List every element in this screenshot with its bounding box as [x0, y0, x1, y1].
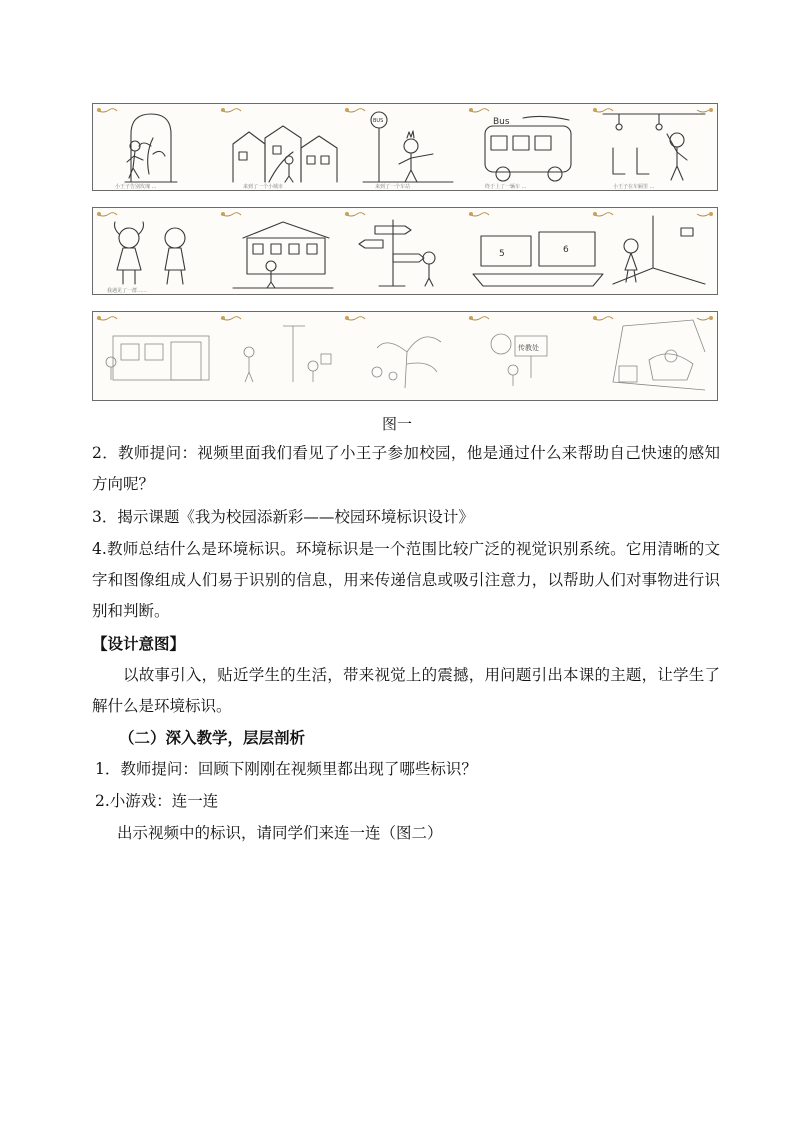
strip-1-drawing	[93, 104, 717, 190]
paragraph-topic-reveal: 3．揭示课题《我为校园添新彩——校园环境标识设计》	[92, 508, 474, 526]
svg-text:终于上了一辆车 …: 终于上了一辆车 …	[485, 184, 527, 190]
svg-text:小王子在车厢里 …: 小王子在车厢里 …	[613, 184, 655, 190]
corner-ornaments	[97, 108, 713, 112]
panel-corridor	[613, 216, 705, 284]
paragraph-summary: 4.教师总结什么是环境标识。环境标识是一个范围比较广泛的视觉识别系统。它用清晰的文字和图像组成人们易于识别的信息，用来传递信息或吸引注意力，以帮助人们对事物进行识别和判断。	[92, 540, 720, 620]
panel-bus	[485, 116, 571, 190]
panel-bus-stop	[363, 112, 453, 190]
paragraph-step-3: 出示视频中的标识，请同学们来连一连（图二）	[117, 824, 443, 842]
strip-2-drawing	[93, 208, 717, 294]
panel-two-kids	[107, 222, 185, 294]
panel-playground	[244, 326, 331, 382]
bus-stop-sign-text: BUS	[373, 118, 384, 124]
panel-shopfront	[106, 336, 209, 380]
building-number-b: 6	[563, 245, 569, 255]
paragraph-question-2: 2．教师提问：视频里面我们看见了小王子参加校园，他是通过什么来帮助自己快速的感知方向呢？	[92, 444, 720, 493]
panel-signboard	[491, 334, 547, 386]
illustration-strip-1	[92, 103, 718, 191]
panel-school-gate	[233, 222, 333, 288]
corner-ornaments	[97, 212, 713, 216]
illustration-strip-2	[92, 207, 718, 295]
building-number-a: 5	[499, 249, 505, 259]
svg-text:来到了一个车站: 来到了一个车站	[375, 184, 411, 190]
heading-section-2: （二）深入教学，层层剖析	[119, 728, 306, 747]
illustration-strip-3	[92, 311, 718, 401]
svg-text:来到了一个小城市: 来到了一个小城市	[243, 184, 284, 190]
paragraph-step-1: 1．教师提问：回顾下刚刚在视频里都出现了哪些标识？	[95, 760, 477, 778]
paragraph-step-2: 2.小游戏：连一连	[95, 792, 219, 810]
panel-bus-interior	[603, 114, 705, 190]
svg-text:我遇见了一群……: 我遇见了一群……	[107, 288, 148, 294]
panel-dome	[115, 114, 177, 190]
panel-tree	[372, 337, 441, 388]
signboard-text: 传教处	[518, 344, 539, 352]
figure-caption: 图一	[381, 415, 412, 433]
svg-text:小王子告别玫瑰 …: 小王子告别玫瑰 …	[115, 184, 157, 190]
panel-village	[233, 126, 337, 190]
paragraph-design-intent: 以故事引入，贴近学生的生活，带来视觉上的震撼，用问题引出本课的主题，让学生了解什么是环境标识。	[92, 666, 720, 715]
bus-side-text: Bus	[493, 117, 510, 127]
panel-school-buildings	[473, 232, 603, 286]
corner-ornaments	[97, 316, 713, 320]
panel-signpost	[359, 220, 435, 286]
strip-3-drawing	[93, 312, 717, 400]
heading-design-intent: 【设计意图】	[92, 634, 186, 653]
panel-room	[613, 320, 705, 390]
